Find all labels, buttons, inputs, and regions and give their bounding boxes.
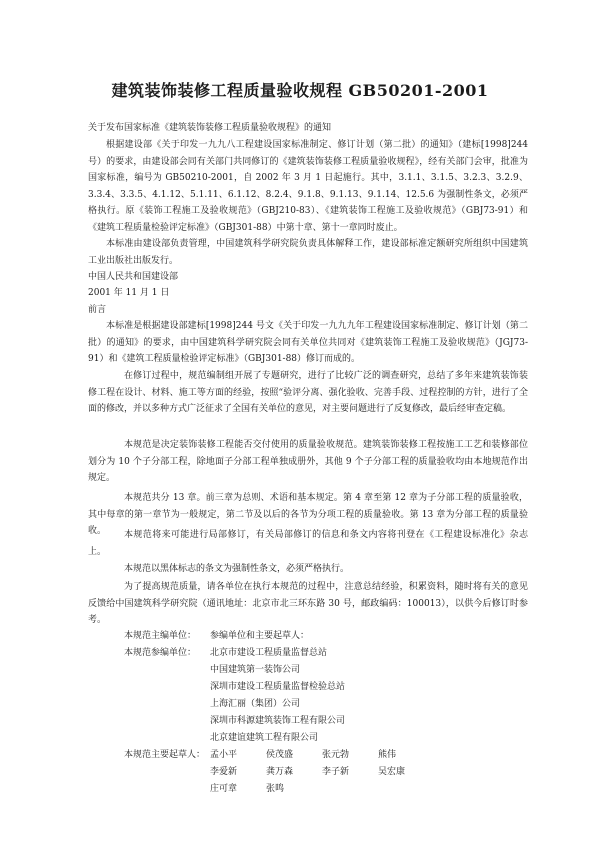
foreword-paragraph: 本标准是根据建设部建标[1998]244 号文《关于印发一九九九年工程建设国家标准制定、修订计划（第二批）的通知》的要求，由中国建筑科学研究院会同有关单位共同对《建筑装饰工程施工及验收规范》（JGJ73-91）和《建筑工程质量检验评定标准》（GBJ301-88）修订而成的。 (88, 321, 528, 364)
participating-row (88, 662, 528, 679)
participating-row (88, 696, 528, 713)
participating-unit: 深圳市科源建筑装饰工程有限公司 (210, 716, 346, 726)
drafter-name: 李子新 (322, 767, 350, 777)
participating-unit: 北京市建设工程质量监督总站 (210, 648, 328, 658)
foreword-paragraph: 本规范将来可能进行局部修订，有关局部修订的信息和条文内容将刊登在《工程建设标准化》杂志上。 (88, 530, 528, 557)
foreword-paragraph: 本规范是决定装饰装修工程能否交付使用的质量验收规范。建筑装饰装修工程按施工工艺和装修部位划分为 10 个子分部工程，除地面子分部工程单独成册外，其他 9 个子分部工程的质量验收均由本地规范作出规定。 (88, 440, 528, 483)
notice-heading: 关于发布国家标准《建筑装饰装修工程质量验收规程》的通知 (88, 123, 332, 133)
drafter-name: 侯茂盛 (266, 750, 294, 760)
drafters-row (88, 747, 528, 764)
participating-unit: 上海汇丽（集团）公司 (210, 699, 301, 709)
drafter-name: 张鸣 (266, 784, 285, 794)
roster (88, 628, 528, 798)
foreword-heading: 前言 (88, 305, 107, 315)
notice-date: 2001 年 11 月 1 日 (88, 288, 170, 298)
drafter-name: 李爱新 (210, 767, 238, 777)
participating-unit: 中国建筑第一装饰公司 (210, 665, 301, 675)
drafter-name: 熊伟 (378, 750, 397, 760)
drafters-row (88, 764, 528, 781)
foreword-paragraph: 为了提高规范质量，请各单位在执行本规范的过程中，注意总结经验，积累资料，随时将有关的意见反馈给中国建筑科学研究院（通讯地址：北京市北三环东路 30 号，邮政编码：100013），以供今后修订时参考。 (88, 582, 528, 625)
drafter-name: 张元勃 (322, 750, 350, 760)
notice-issuer: 中国人民共和国建设部 (88, 272, 179, 282)
participating-label: 本规范参编单位： (124, 648, 197, 658)
drafter-name: 孟小平 (210, 750, 238, 760)
participating-unit: 北京建谊建筑工程有限公司 (210, 733, 319, 743)
participating-row (88, 645, 528, 662)
drafter-name: 龚万森 (266, 767, 294, 777)
document-title: 建筑装饰装修工程质量验收规程 GB50201-2001 (111, 81, 489, 100)
participating-row (88, 713, 528, 730)
drafter-name: 吴宏康 (378, 767, 406, 777)
foreword-paragraph: 在修订过程中，规范编制组开展了专题研究，进行了比较广泛的调查研究，总结了多年来建筑装饰装修工程在设计、材料、施工等方面的经验，按照“验评分离、强化验收、完善手段、过程控制的方针，进行了全面的修改，并以多种方式广泛征求了全国有关单位的意见，对主要问题进行了反复修改，最后经审查定稿。 (88, 371, 528, 414)
chief-editor-value: 参编单位和主要起草人： (210, 631, 310, 641)
drafters-label: 本规范主要起草人： (124, 750, 206, 760)
foreword-paragraph: 本规范以黑体标志的条文为强制性条文，必须严格执行。 (124, 564, 350, 574)
notice-management: 本标准由建设部负责管理，中国建筑科学研究院负责具体解释工作，建设部标准定额研究所组织中国建筑工业出版社出版发行。 (88, 239, 528, 266)
chief-editor-row (88, 628, 528, 645)
participating-row (88, 730, 528, 747)
chief-editor-label: 本规范主编单位： (124, 631, 197, 641)
participating-unit: 深圳市建设工程质量监督检验总站 (210, 682, 346, 692)
notice-body: 根据建设部《关于印发一九九八工程建设国家标准制定、修订计划（第二批）的通知》（建标[1998]244号）的要求，由建设部会同有关部门共同修订的《建筑装饰装修工程质量验收规程》，经有关部门会审，批准为国家标准，编号为 GB50210-2001，自 2002 年 3 月 1 日起施行。其中，3.1.1、3.1.5、3.2.3、3.2.9、3.3.4、3.3.5、4.1.12、5.1.11、6.1.12、8.2.4、9.1.8、9.1.13、9.1.14、12.5.6 为强制性条文，必须严格执行。原《装饰工程施工及验收规范》（GBJ210-83）、《建筑装饰工程施工及验收规范》（GBJ73-91）和《建筑工程质量检验评定标准》（GBJ301-88）中第十章、第十一章同时废止。 (88, 140, 528, 233)
drafters-row (88, 781, 528, 798)
drafter-name: 庄可章 (210, 784, 238, 794)
participating-row (88, 679, 528, 696)
foreword-paragraph: 本规范共分 13 章。前三章为总则、术语和基本规定。第 4 章至第 12 章为子分部工程的质量验收，其中每章的第一章节为一般规定，第二节及以后的各节为分项工程的质量验收。第 13 章为分部工程的质量验收。 (88, 493, 528, 536)
